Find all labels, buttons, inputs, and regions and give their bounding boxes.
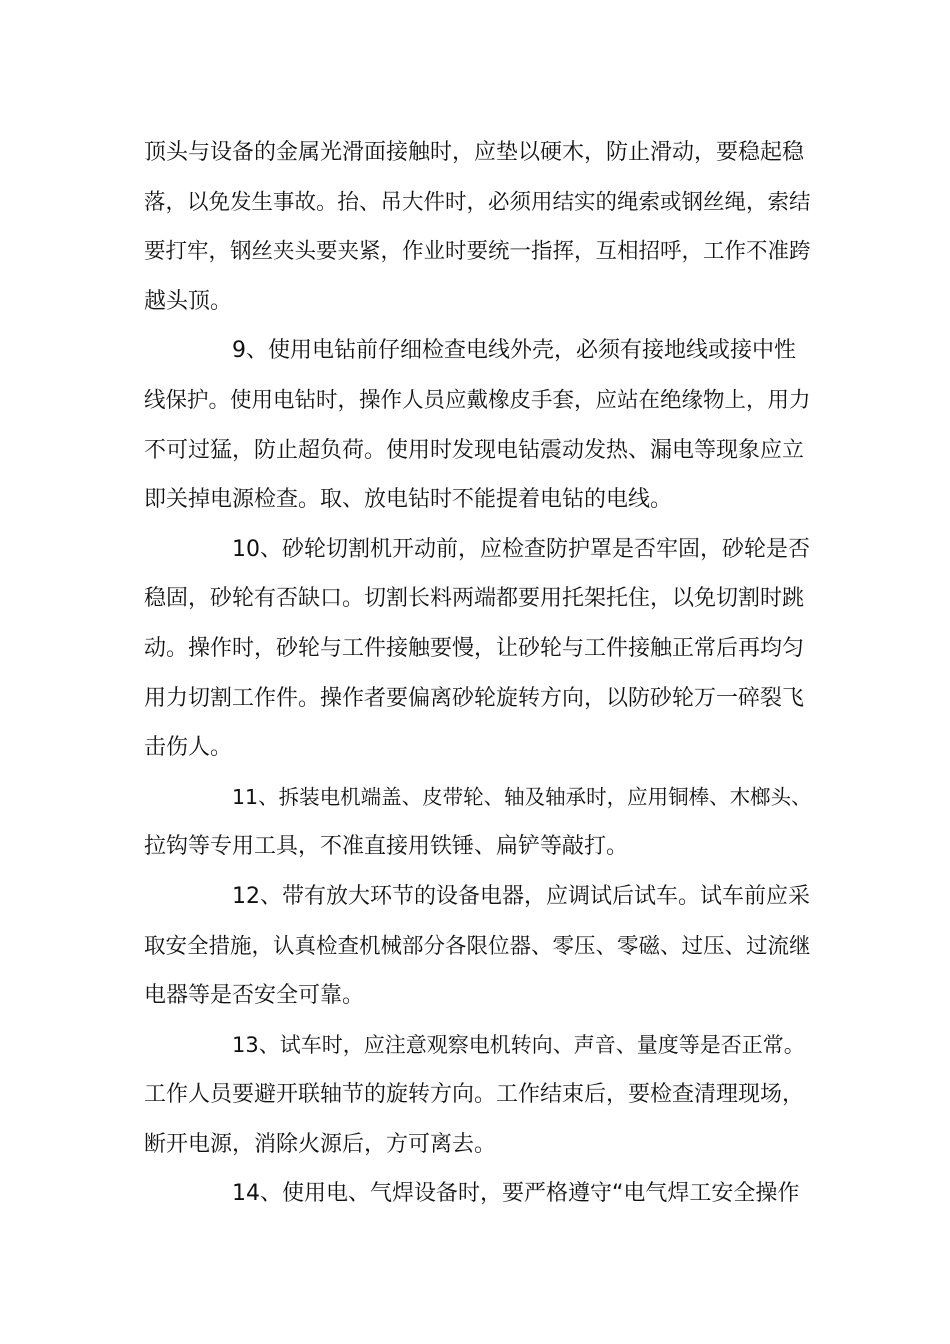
- paragraph-11: [144, 773, 816, 872]
- text-line: 电器等是否安全可靠。: [144, 983, 365, 1009]
- text-line: 线保护。使用电钻时，操作人员应戴橡皮手套，应站在绝缘物上，用力: [144, 387, 811, 413]
- text-line: 工作人员要避开联轴节的旋转方向。工作结束后，要检查清理现场，: [144, 1082, 805, 1108]
- paragraph-10: [144, 525, 816, 773]
- text-line: 断开电源，消除火源后，方可离去。: [144, 1131, 497, 1157]
- text-line: 落，以免发生事故。抬、吊大件时，必须用结实的绳索或钢丝绳，索结: [144, 189, 811, 215]
- text-line: 12、带有放大环节的设备电器，应调试后试车。试车前应采: [232, 883, 810, 909]
- text-line: 13、试车时，应注意观察电机转向、声音、量度等是否正常。: [232, 1032, 805, 1057]
- text-line: 11、拆装电机端盖、皮带轮、轴及轴承时，应用铜棒、木榔头、: [232, 784, 812, 809]
- document-body: [144, 128, 816, 1219]
- text-line: 顶头与设备的金属光滑面接触时，应垫以硬木，防止滑动，要稳起稳: [144, 140, 805, 165]
- text-line: 要打牢，钢丝夹头要夹紧，作业时要统一指挥，互相招呼，工作不准跨: [144, 239, 811, 265]
- text-line: 越头顶。: [144, 288, 233, 314]
- paragraph-14: [144, 1169, 816, 1219]
- text-line: 取安全措施，认真检查机械部分各限位器、零压、零磁、过压、过流继: [144, 933, 811, 959]
- text-line: 拉钩等专用工具，不准直接用铁锤、扁铲等敲打。: [144, 834, 629, 860]
- text-line: 用力切割工作件。操作者要偏离砂轮旋转方向，以防砂轮万一碎裂飞: [144, 685, 805, 711]
- text-line: 9、使用电钻前仔细检查电线外壳，必须有接地线或接中性: [232, 338, 796, 364]
- text-line: 即关掉电源检查。取、放电钻时不能提着电钻的电线。: [144, 487, 673, 513]
- paragraph-8-continued: [144, 128, 816, 326]
- text-line: 10、砂轮切割机开动前，应检查防护罩是否牢固，砂轮是否: [232, 536, 810, 562]
- text-line: 不可过猛，防止超负荷。使用时发现电钻震动发热、漏电等现象应立: [144, 437, 805, 463]
- paragraph-13: [144, 1021, 816, 1170]
- text-line: 稳固，砂轮有否缺口。切割长料两端都要用托架托住，以免切割时跳: [144, 586, 805, 612]
- text-line: 14、使用电、气焊设备时，要严格遵守“电气焊工安全操作: [232, 1181, 800, 1207]
- paragraph-12: [144, 872, 816, 1021]
- text-line: 击伤人。: [144, 735, 233, 761]
- text-line: 动。操作时，砂轮与工件接触要慢，让砂轮与工件接触正常后再均匀: [144, 635, 805, 661]
- paragraph-9: [144, 326, 816, 524]
